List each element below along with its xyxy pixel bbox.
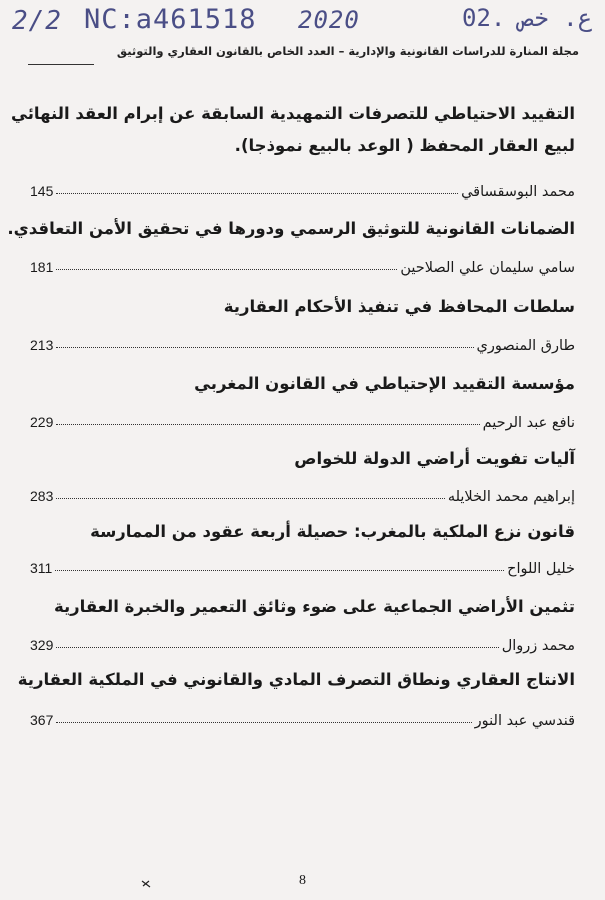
dot-leader <box>55 560 504 571</box>
entry-title-line: مؤسسة التقييد الإحتياطي في القانون المغربي <box>194 374 575 393</box>
toc-entry <box>30 591 575 654</box>
entry-author: محمد زروال <box>501 638 575 654</box>
handwritten-page-ref: 2/2 <box>12 6 62 36</box>
entry-page-number: 181 <box>30 259 54 275</box>
entry-title-line: تثمين الأراضي الجماعية على ضوء وثائق التعمير والخبرة العقارية <box>53 597 575 616</box>
footer-page-number: 8 <box>299 873 306 888</box>
entry-title-line: آليات تفويت أراضي الدولة للخواص <box>294 449 575 468</box>
dot-leader <box>56 259 397 270</box>
toc-entry <box>30 443 575 505</box>
entry-author: خليل اللواح <box>507 561 575 577</box>
entry-author: سامي سليمان علي الصلاحين <box>400 260 575 276</box>
dot-leader <box>56 712 471 723</box>
entry-author-line <box>30 414 575 431</box>
entry-page-number: 145 <box>30 183 54 199</box>
handwritten-shelf-mark: ع. خص .02 <box>462 4 593 32</box>
toc-entry <box>30 291 575 354</box>
toc-entry <box>7 213 575 276</box>
entry-page-number: 367 <box>30 712 54 728</box>
entry-author-line <box>30 560 575 577</box>
entry-author-line <box>30 183 575 200</box>
handwritten-year: 2020 <box>298 6 360 34</box>
dot-leader <box>56 488 444 499</box>
entry-title-line: سلطات المحافظ في تنفيذ الأحكام العقارية <box>223 297 575 316</box>
toc-entry <box>17 664 575 729</box>
entry-author: إبراهيم محمد الخلايله <box>447 489 575 505</box>
handwritten-call-number: NC:a461518 <box>84 4 257 35</box>
dot-leader <box>56 183 458 194</box>
entry-title-line: الضمانات القانونية للتوثيق الرسمي ودورها في تحقيق الأمن التعاقدي. <box>7 219 575 238</box>
entry-author-line <box>30 337 575 354</box>
entry-title-line: الانتاج العقاري ونطاق التصرف المادي والقانوني في الملكية العقارية <box>17 670 575 689</box>
entry-page-number: 229 <box>30 414 54 430</box>
entry-page-number: 213 <box>30 337 54 353</box>
entry-author-line <box>30 259 575 276</box>
entry-author: طارق المنصوري <box>476 338 575 354</box>
entry-title-line: التقييد الاحتياطي للتصرفات التمهيدية السابقة عن إبرام العقد النهائي <box>11 104 575 123</box>
entry-author-line <box>30 712 575 729</box>
toc-entry <box>30 368 575 431</box>
entry-title-line: قانون نزع الملكية بالمغرب: حصيلة أربعة عقود من الممارسة <box>90 522 575 541</box>
entry-page-number: 329 <box>30 637 54 653</box>
entry-author-line <box>30 637 575 654</box>
entry-author: نافع عبد الرحيم <box>482 415 575 431</box>
entry-page-number: 283 <box>30 488 54 504</box>
toc-entry <box>11 98 575 200</box>
entry-page-number: 311 <box>30 560 53 576</box>
entry-author: قندسي عبد النور <box>474 713 575 729</box>
entry-author-line <box>30 488 575 505</box>
entry-title-line: لبيع العقار المحفظ ( الوعد بالبيع نموذجا). <box>234 136 575 155</box>
dot-leader <box>56 637 498 648</box>
entry-author: محمد البوسقساقي <box>461 184 575 200</box>
toc-entry <box>30 516 575 577</box>
journal-header: مجلة المنارة للدراسات القانونية والإدارية – العدد الخاص بالقانون العقاري والتوثيق <box>116 44 579 58</box>
dot-leader <box>56 414 479 425</box>
header-rule <box>28 64 94 65</box>
dot-leader <box>56 337 473 348</box>
